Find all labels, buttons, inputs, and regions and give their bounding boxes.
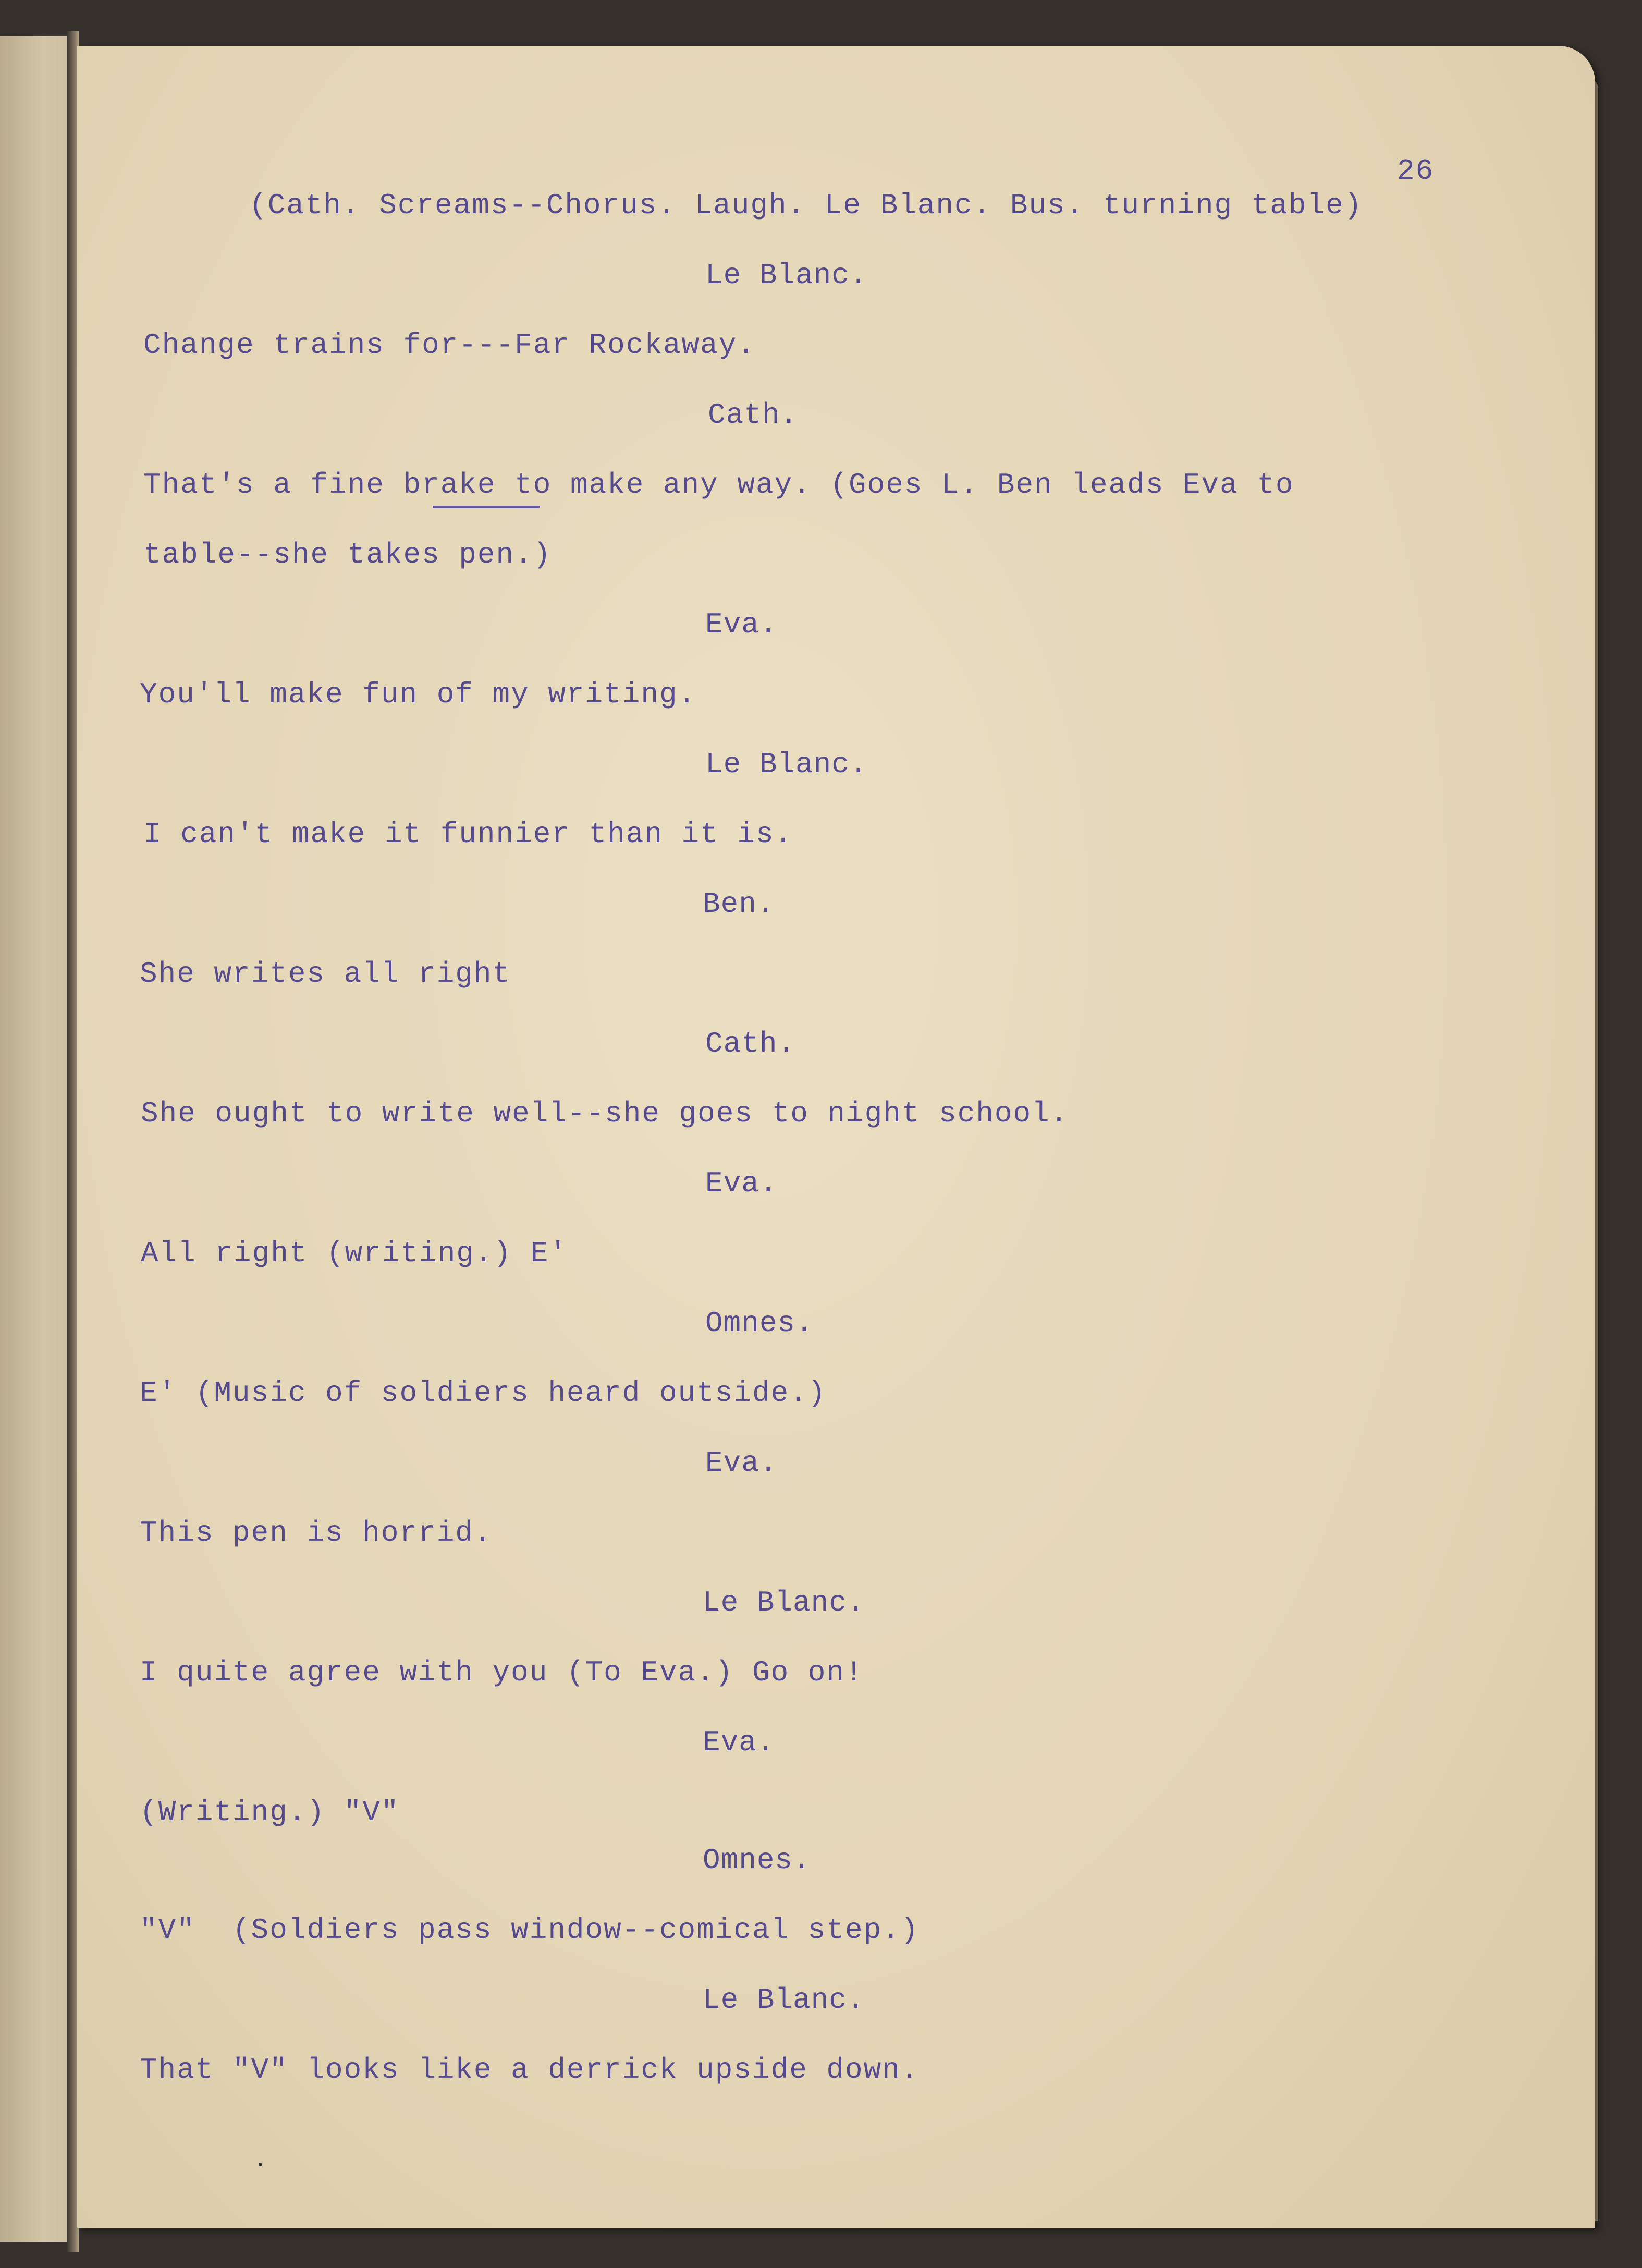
underline-mark: [433, 506, 540, 508]
dialogue-line: (Writing.) "V": [140, 1796, 400, 1829]
speaker-name: Le Blanc.: [703, 1983, 865, 2017]
speaker-name: Eva.: [705, 1446, 778, 1480]
dialogue-line: table--she takes pen.): [143, 538, 552, 571]
speaker-name: Le Blanc.: [703, 1586, 865, 1619]
dialogue-line: You'll make fun of my writing.: [140, 678, 697, 711]
typescript-page: [77, 46, 1595, 2228]
speaker-name: Omnes.: [705, 1307, 814, 1340]
speaker-name: Ben.: [703, 887, 775, 921]
speaker-name: Eva.: [705, 608, 778, 641]
paper-speck: [259, 2163, 262, 2166]
dialogue-line: That's a fine brake to make any way. (Goes L. Ben leads Eva to: [143, 468, 1294, 502]
speaker-name: Omnes.: [703, 1844, 811, 1877]
dialogue-line: "V" (Soldiers pass window--comical step.): [140, 1913, 920, 1947]
speaker-name: Cath.: [708, 398, 799, 432]
dialogue-line: E' (Music of soldiers heard outside.): [140, 1376, 827, 1410]
dialogue-line: Change trains for---Far Rockaway.: [143, 328, 756, 362]
dialogue-line: I can't make it funnier than it is.: [143, 818, 793, 851]
speaker-name: Le Blanc.: [705, 748, 868, 781]
speaker-name: Le Blanc.: [705, 259, 868, 292]
dialogue-line: She ought to write well--she goes to night school.: [141, 1097, 1069, 1130]
dialogue-line: That "V" looks like a derrick upside down.: [140, 2053, 920, 2087]
dialogue-line: All right (writing.) E': [141, 1237, 568, 1270]
dialogue-line: This pen is horrid.: [140, 1516, 493, 1550]
speaker-name: Eva.: [705, 1167, 778, 1200]
dialogue-line: She writes all right: [140, 957, 511, 991]
speaker-name: Eva.: [703, 1726, 775, 1759]
speaker-name: Cath.: [705, 1027, 796, 1060]
dialogue-line: I quite agree with you (To Eva.) Go on!: [140, 1656, 864, 1689]
page-number: 26: [1397, 154, 1435, 188]
stage-direction-line: (Cath. Screams--Chorus. Laugh. Le Blanc. Bus. turning table): [249, 189, 1363, 222]
